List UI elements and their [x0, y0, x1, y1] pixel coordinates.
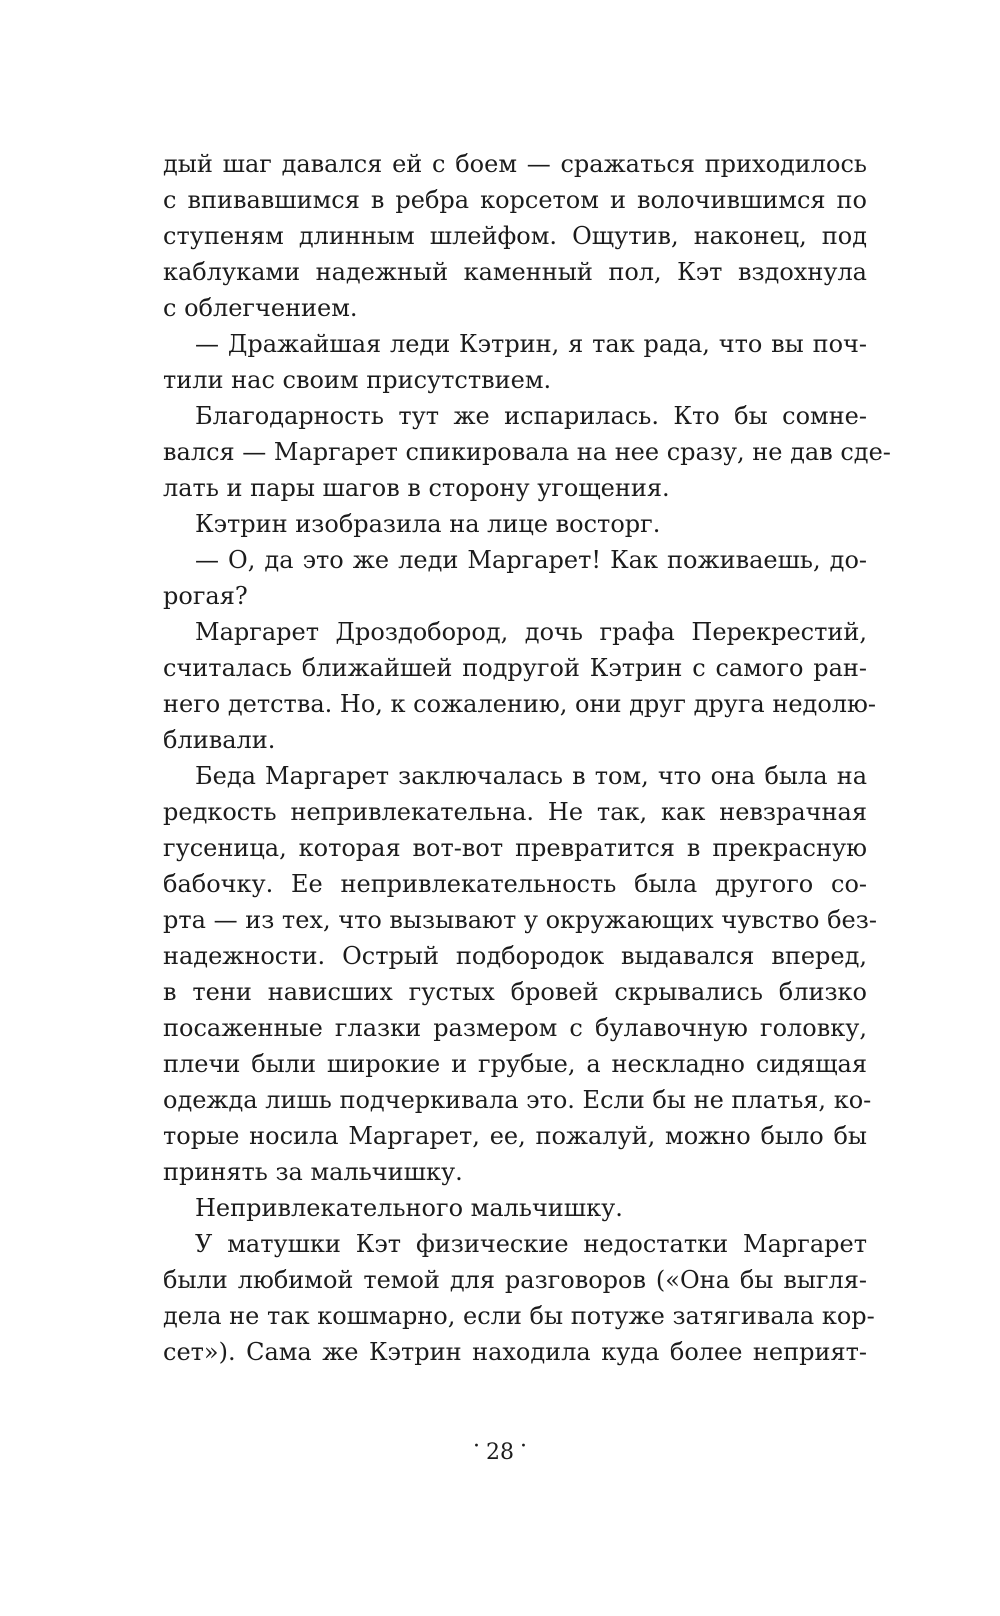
page-number-value: 28 [486, 1440, 514, 1465]
page-number-dot-left: · [473, 1434, 480, 1459]
text-line: плечи были широкие и грубые, а нескладно сидящая [163, 1050, 867, 1078]
page-number [0, 1434, 1000, 1465]
text-line: в тени нависших густых бровей скрывались близко [163, 978, 867, 1006]
text-line: Непривлекательного мальчишку. [195, 1194, 623, 1222]
text-line: гусеница, которая вот-вот превратится в прекрасную [163, 834, 867, 862]
text-line: ступеням длинным шлейфом. Ощутив, наконец, под [163, 222, 867, 250]
text-line: одежда лишь подчеркивала это. Если бы не платья, ко- [163, 1086, 872, 1114]
paragraph [163, 1190, 867, 1226]
text-line: тили нас своим присутствием. [163, 366, 552, 394]
text-line: лать и пары шагов в сторону угощения. [163, 474, 670, 502]
text-line: были любимой темой для разговоров («Она бы выгля- [163, 1266, 867, 1294]
text-line: — О, да это же леди Маргарет! Как поживаешь, до- [195, 546, 867, 574]
text-line: торые носила Маргарет, ее, пожалуй, можно было бы [163, 1122, 867, 1150]
text-line: с впивавшимся в ребра корсетом и волочившимся по [163, 186, 867, 214]
paragraph [163, 398, 891, 506]
paragraph [163, 1226, 875, 1370]
text-line: посаженные глазки размером с булавочную головку, [163, 1014, 867, 1042]
text-line: считалась ближайшей подругой Кэтрин с самого ран- [163, 654, 867, 682]
paragraph [163, 146, 867, 326]
text-line: У матушки Кэт физические недостатки Маргарет [195, 1230, 867, 1258]
text-line: рта — из тех, что вызывают у окружающих чувство без- [163, 906, 877, 934]
body-text [163, 146, 891, 1370]
text-line: дела не так кошмарно, если бы потуже затягивала кор- [163, 1302, 875, 1330]
text-line: рогая? [163, 582, 248, 610]
text-line: Благодарность тут же испарилась. Кто бы сомне- [195, 402, 867, 430]
text-line: бливали. [163, 726, 276, 754]
text-line: — Дражайшая леди Кэтрин, я так рада, что вы поч- [195, 330, 867, 358]
text-line: Маргарет Дроздобород, дочь графа Перекрестий, [195, 618, 867, 646]
text-line: бабочку. Ее непривлекательность была другого со- [163, 870, 867, 898]
text-line: редкость непривлекательна. Не так, как невзрачная [163, 798, 867, 826]
paragraph [163, 326, 867, 398]
text-line: надежности. Острый подбородок выдавался вперед, [163, 942, 867, 970]
paragraph [163, 614, 877, 758]
text-line: принять за мальчишку. [163, 1158, 463, 1186]
text-line: Кэтрин изобразила на лице восторг. [195, 510, 661, 538]
text-line: каблуками надежный каменный пол, Кэт вздохнула [163, 258, 867, 286]
page-number-dot-right: · [520, 1434, 527, 1459]
text-line: сет»). Сама же Кэтрин находила куда более неприят- [163, 1338, 867, 1366]
text-line: него детства. Но, к сожалению, они друг друга недолю- [163, 690, 877, 718]
paragraph [163, 506, 867, 542]
paragraph [163, 542, 867, 614]
text-line: Беда Маргарет заключалась в том, что она была на [195, 762, 867, 790]
text-line: с облегчением. [163, 294, 358, 322]
text-line: вался — Маргарет спикировала на нее сразу, не дав сде- [163, 438, 891, 466]
text-line: дый шаг давался ей с боем — сражаться приходилось [163, 150, 867, 178]
paragraph [163, 758, 877, 1190]
